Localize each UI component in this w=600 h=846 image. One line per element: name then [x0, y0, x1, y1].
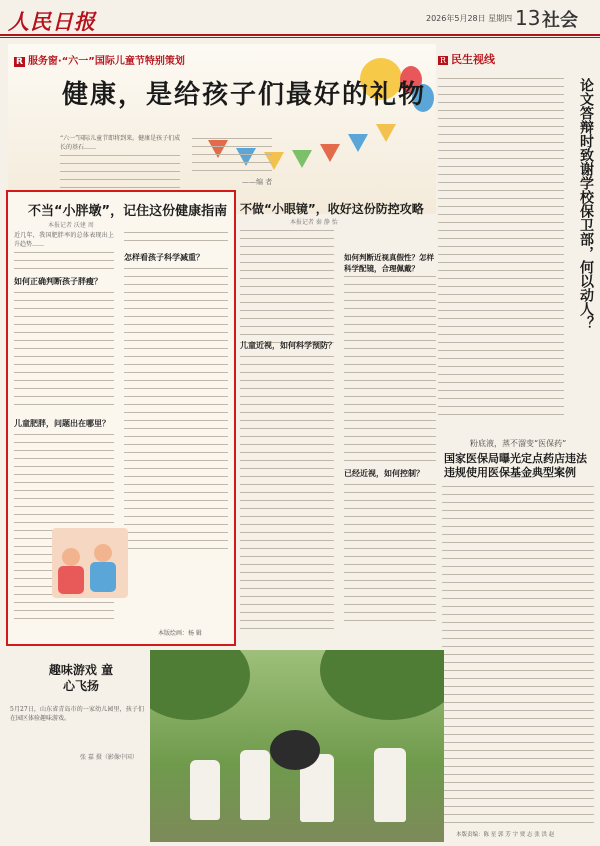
- article-subhead-myopia: 如何判断近视真假性？怎样科学配镜，合理佩戴？: [344, 253, 434, 273]
- children-illustration: [52, 528, 128, 598]
- article-byline: 本报记者 沃建 周: [48, 222, 94, 229]
- masthead-divider-thin: [0, 37, 600, 38]
- article-box-obesity: [6, 190, 236, 646]
- bunting-flag: [348, 134, 368, 152]
- issue-date: 2026年5月28日 星期四: [426, 14, 513, 23]
- photo-caption-title: 趣味游戏 童心飞扬: [48, 663, 114, 693]
- article-subhead: 儿童肥胖，问题出在哪里？: [14, 419, 110, 428]
- section-name: 社会: [542, 10, 578, 31]
- feature-headline: 健康，是给孩子们最好的礼物: [62, 80, 427, 110]
- article-title-myopia: 不做“小眼镜”，收好这份防控攻略: [240, 202, 424, 216]
- article-subhead: 如何正确判断孩子胖瘦？: [14, 277, 102, 286]
- commentary-title: 论文答辩时致谢学校保卫部，何以动人？: [578, 78, 594, 330]
- masthead-divider: [0, 34, 600, 36]
- photo-caption-text: 5月27日，山东省青岛市的一家幼儿园里，孩子们在园区体验趣味游戏。: [10, 706, 144, 722]
- feature-band-label: R 服务窗·“六一”国际儿童节特别策划: [16, 56, 185, 67]
- page-credit: 本版责编：陈 星 郭 芳 宇 贾 志 张 洪 赵: [456, 832, 555, 838]
- bunting-flag: [376, 124, 396, 142]
- feature-lead-text-2: ——编 者: [192, 134, 316, 187]
- article-subhead: 怎样看孩子科学减重？: [124, 253, 204, 262]
- page-number: 13: [515, 6, 541, 30]
- news-title-medical-insurance: 国家医保局曝光定点药店违法违规使用医保基金典型案例: [444, 452, 587, 479]
- news-kicker: 粉底液，蒸不溜变“医保药”: [470, 439, 567, 448]
- article-intro: 近几年，我国肥胖率的总体表现出上升趋势……: [14, 232, 114, 248]
- article-subhead-myopia: 儿童近视，如何科学预防？: [240, 341, 336, 350]
- right-section-header: R 民生视线: [440, 53, 496, 66]
- article-byline-myopia: 本报记者 秦 静 怡: [290, 219, 338, 226]
- newspaper-logo: 人民日报: [8, 9, 96, 34]
- article-title: 不当“小胖墩”，记住这份健康指南: [28, 204, 228, 219]
- illustrator-credit: 本版绘画：杨 辑: [158, 630, 202, 637]
- kindergarten-photo: [150, 650, 444, 842]
- feature-lead-text: “六一”国际儿童节即将到来。健康是孩子们成长的基石……: [60, 134, 184, 203]
- feature-banner: [8, 44, 436, 214]
- article-subhead-myopia: 已经近视，如何控制？: [344, 469, 424, 478]
- bunting-flag: [320, 144, 340, 162]
- photo-credit: 张 嘉 摄（影像中国）: [80, 754, 138, 761]
